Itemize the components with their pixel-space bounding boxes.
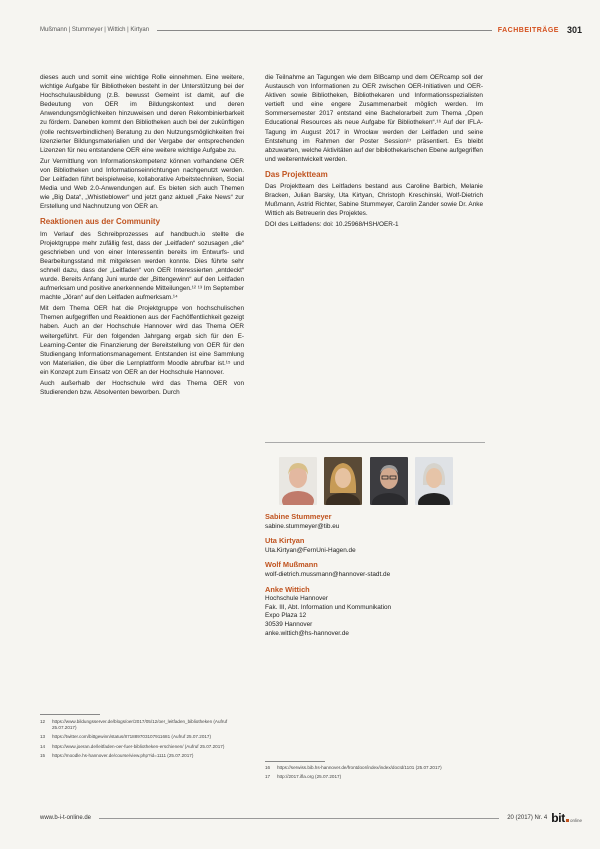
- paragraph: die Teilnahme an Tagungen wie dem BIBcamp und dem OERcamp soll der Austausch von Informationen zu OER zwischen OER-Initiativen und OER-Aktiven sowie Bibliotheken, Bibliothekaren und Informationsspezialisten vertieft und eine engere Zusammenarbeit möglich werden. Im Sommersemester 2017 entstand eine Bachelorarbeit zum Thema „Open Educational Resources als neue Aufgabe für Bibliotheken“.¹⁶ Auf der IFLA-Tagung im August 2017 in Wrocław werden der Leitfaden und seine Entstehung im Rahmen der Poster Session¹⁷ präsentiert. Es bleibt abzuwarten, welche Aktivitäten auf der bibliothekarischen Ebene aufgegriffen und weiterentwickelt werden.: [265, 74, 483, 163]
- contact-institution: Hochschule Hannover: [265, 595, 328, 603]
- footnotes-left: [40, 719, 245, 762]
- left-column: [40, 73, 244, 399]
- author-photo-2: [324, 457, 362, 505]
- paragraph: dieses auch und somit eine wichtige Rolle einnehmen. Eine weitere, wichtige Aufgabe für Bibliotheken besteht in der Unterstützung bei der Hochschulausbildung (z.B. bewusst Gemeint ist damit, auf die Bedeutung von OER im Bildungskontext und deren Anwendungsmöglichkeiten hinzuweisen und deren Rekombinierbarkeit zu fördern. Daneben kommt den Bibliotheken auch bei der zukünftigen (rolle rechtsverbindlichen) Beratung zu den Nutzungsmöglichkeiten frei lizenzierter Bildungsmaterialien und der Vergabe der entsprechenden Lizenzen für neu entstandene OER eine weitere wichtige Aufgabe zu.: [40, 74, 244, 154]
- contact-name: Anke Wittich: [265, 584, 310, 594]
- contact-city: 30539 Hannover: [265, 620, 313, 628]
- section-heading-reaktionen: Reaktionen aus der Community: [40, 217, 161, 227]
- author-photos: [265, 457, 485, 509]
- footnote: 14 https://www.joeran.de/leitfaden-oer-fuer-bibliotheken-erschienen/ (Aufruf 25.07.2017): [40, 743, 225, 749]
- contact-street: Expo Plaza 12: [265, 612, 307, 620]
- contact-email[interactable]: anke.wittich@hs-hannover.de: [265, 629, 349, 637]
- section-heading-projektteam: Das Projektteam: [265, 169, 328, 179]
- footnote: 15 https://moodle.hs-hannover.de/course/view.php?id=1111 (25.07.2017): [40, 752, 194, 758]
- doi-line: DOI des Leitfadens: doi: 10.25968/HSH/OER-1: [265, 221, 399, 229]
- footnote-link[interactable]: https://www.joeran.de/leitfaden-oer-fuer-bibliotheken-erschienen/ (Aufruf 25.07.2017): [52, 743, 225, 749]
- footnote-rule: [265, 761, 325, 762]
- footer-url[interactable]: www.b-i-t-online.de: [40, 815, 92, 821]
- author-photo-4: [415, 457, 453, 505]
- contact-department: Fak. III, Abt. Information und Kommunikation: [265, 603, 392, 611]
- contact-email[interactable]: wolf-dietrich.mussmann@hannover-stadt.de: [265, 570, 391, 578]
- footnote: 12 https://www.bildungsserver.de/blogs/oer/2017/05/12/oer_leitfaden_bibliotheken (Aufruf 25.07.2017): [40, 719, 245, 731]
- contact-name: Sabine Stummeyer: [265, 512, 332, 521]
- contact-name: Uta Kirtyan: [265, 536, 305, 546]
- contact-email[interactable]: sabine.stummeyer@tib.eu: [265, 522, 340, 530]
- contact-wittich: [265, 586, 485, 639]
- divider: [265, 442, 485, 443]
- contact-stummeyer: [265, 513, 485, 531]
- footnote-link[interactable]: http://2017.ifla.org (25.07.2017): [277, 774, 342, 780]
- footer-issue: 20 (2017) Nr. 4: [507, 815, 548, 821]
- footnote-link[interactable]: https://serwiss.bib.hs-hannover.de/frontdoor/index/index/docId/1101 (25.07.2017): [277, 765, 442, 770]
- footnote-link[interactable]: https://www.bildungsserver.de/blogs/oer/2017/05/12/oer_leitfaden_bibliotheken (Aufruf 25.07.2017): [52, 719, 228, 731]
- page-footer: [40, 812, 582, 824]
- team-paragraph: Das Projektteam des Leitfadens bestand aus Caroline Barbich, Melanie Bracken, Julian Barsky, Uta Kirtyan, Christoph Kreschinski, Wolf-Dietrich Mußmann, Astrid Richter, Sabine Stummeyer, Carolin Zander sowie Dr. Anke Wittich als Betreuerin des Projektes.: [265, 183, 483, 218]
- paragraph: Mit dem Thema OER hat die Projektgruppe von hochschulischen Themen aufgegriffen und Reaktionen aus der Fachöffentlichkeit gezeigt haben. Auch an der Hochschule Hannover wird das Thema OER weitergeführt. Für den folgenden Jahrgang ergab sich für den E-Learning-Center die Finanzierung der Bereitstellung von OER für den Studiengang Informationsmanagement. Entstanden ist eine Sammlung von Materialien, die über die Lernplattform Moodle abrufbar ist.¹⁵ und ein Konzept zum Einsatz von OER an der Hochschule Hannover.: [40, 305, 244, 376]
- header-section: FACHBEITRÄGE: [497, 26, 559, 34]
- footnote: 16 https://serwiss.bib.hs-hannover.de/frontdoor/index/index/docId/1101 (25.07.2017): [265, 765, 442, 770]
- page-number: 301: [566, 25, 582, 35]
- footnote-link[interactable]: https://twitter.com/bittgewinn/status/871889703107911681 (Aufruf 25.07.2017): [52, 734, 212, 740]
- footer-rule: [99, 818, 499, 819]
- header-rule: [157, 30, 492, 31]
- paragraph: Im Verlauf des Schreibprozesses auf handbuch.io stellte die Projektgruppe mehr zufällig fest, dass der „Leitfaden“ sozusagen „die“ geschrieben und von einer Interessentin bereits im Entwurfs- und Bearbeitungsstand mit mitgelesen werden konnte. Dies führte sehr schnell dazu, dass der „Leitfaden“ von OER Interessierten „entdeckt“ wurde. Bereits Anfang Juni wurde der „Bittengewinn“ auf den Leitfaden aufmerksam und positive anerkennende Mitteilungen.¹² ¹³ Im September machte „Jöran“ auf den Leitfaden aufmerksam.¹⁴: [40, 230, 244, 302]
- author-photo-1: [279, 457, 317, 505]
- paragraph: Zur Vermittlung von Informationskompetenz können vorhandene OER von Bibliotheken und Informationseinrichtungen nachgenutzt werden. Der Leitfaden führt beispielweise, kollaborative Arbeitstechniken, Social Media und Web 2.0-Anwendungen auf. Es bieten sich auch Themen wie „Big Data“, „Whistleblower“ und jetzt ganz aktuell „Fake News“ zur Erstellung und Nachnutzung von OER an.: [40, 157, 244, 211]
- bit-online-logo: bit online: [551, 811, 582, 825]
- header-authors: Mußmann | Stummeyer | Wittich | Kirtyan: [40, 27, 150, 33]
- contact-kirtyan: [265, 537, 485, 555]
- footnote: 17 http://2017.ifla.org (25.07.2017): [265, 774, 342, 780]
- footnotes-right: [265, 765, 485, 783]
- running-header: [40, 24, 582, 36]
- footnote: 13 https://twitter.com/bittgewinn/status/871889703107911681 (Aufruf 25.07.2017): [40, 734, 212, 740]
- contact-email[interactable]: Uta.Kirtyan@FernUni-Hagen.de: [265, 546, 356, 554]
- contact-mussmann: [265, 561, 485, 579]
- footnote-rule: [40, 714, 100, 715]
- author-photo-3: [370, 457, 408, 505]
- right-column: [265, 73, 483, 232]
- logo-square-icon: [566, 819, 569, 822]
- contact-list: [265, 513, 485, 644]
- footnote-link[interactable]: https://moodle.hs-hannover.de/course/view.php?id=1111 (25.07.2017): [52, 752, 194, 758]
- paragraph: Auch außerhalb der Hochschule wird das Thema OER von Studierenden bzw. Absolventen beworben. Durch: [40, 380, 244, 397]
- contact-name: Wolf Mußmann: [265, 560, 318, 570]
